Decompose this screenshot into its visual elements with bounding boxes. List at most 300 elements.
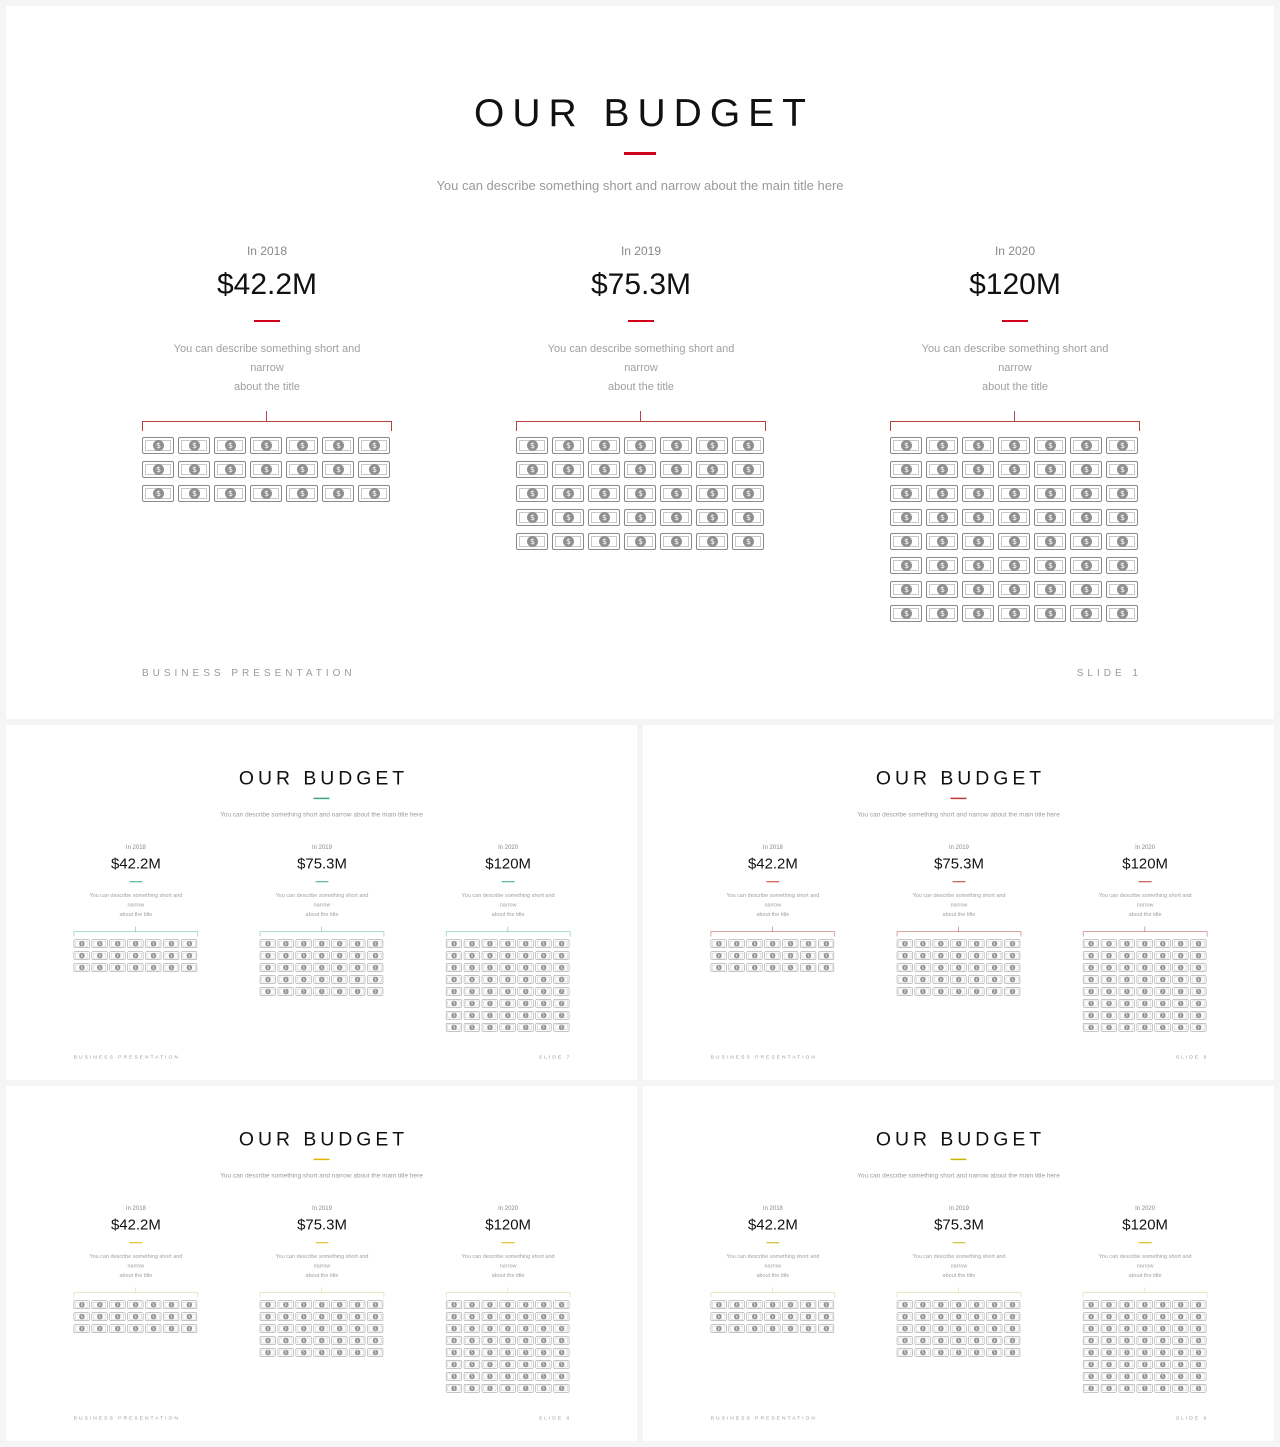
money-bill-icon: [518, 1324, 534, 1332]
money-bill-icon: [1004, 963, 1020, 971]
budget-description-line: You can describe something short and narrow: [275, 892, 369, 909]
dollar-coin-icon: $: [488, 965, 492, 970]
money-bill-icon: [181, 1312, 197, 1320]
money-bill-icon: [800, 963, 816, 971]
money-bill-icon: [818, 951, 834, 959]
budget-description-line: You can describe something short and narrow: [1098, 892, 1192, 909]
budget-description: [260, 1252, 384, 1280]
dollar-coin-icon: $: [1011, 977, 1014, 982]
money-bill-icon: [933, 963, 949, 971]
dollar-coin-icon: $: [1089, 1350, 1093, 1355]
money-bill-icon: [296, 963, 312, 971]
money-bill-icon: [482, 1348, 498, 1356]
money-bill-icon: [500, 987, 516, 995]
dollar-coin-icon: $: [671, 512, 682, 523]
budget-year: In 2020: [1135, 843, 1156, 851]
money-bill-icon: [535, 951, 551, 959]
dollar-coin-icon: $: [170, 1314, 173, 1319]
dollar-coin-icon: $: [563, 488, 574, 499]
money-bill-icon: [260, 1312, 276, 1320]
dollar-coin-icon: $: [560, 1350, 563, 1355]
money-bill-icon: [296, 1348, 312, 1356]
dollar-coin-icon: $: [284, 989, 288, 994]
budget-description-line: about the title: [491, 1272, 525, 1279]
dollar-coin-icon: $: [753, 965, 756, 970]
dollar-coin-icon: $: [735, 965, 739, 970]
money-bill-icon: [349, 1348, 365, 1356]
money-bill-icon: [968, 1324, 984, 1332]
money-bill-icon: [1004, 939, 1020, 947]
slide-subtitle: You can describe something short and narrow about the main title here: [220, 1171, 423, 1180]
budget-amount: $120M: [969, 268, 1061, 301]
budget-amount: $75.3M: [297, 1216, 347, 1233]
money-bill-icon: [1172, 987, 1188, 995]
dollar-coin-icon: $: [170, 941, 173, 946]
money-bill-icon: [1106, 605, 1138, 622]
dollar-coin-icon: $: [1179, 1350, 1182, 1355]
dollar-coin-icon: $: [1161, 1326, 1165, 1331]
dollar-coin-icon: $: [356, 1338, 359, 1343]
bracket: [897, 1288, 1021, 1298]
dollar-coin-icon: $: [225, 464, 236, 475]
dollar-coin-icon: $: [284, 941, 288, 946]
money-bill-icon: [178, 485, 210, 502]
dollar-coin-icon: $: [1143, 1025, 1147, 1030]
dollar-coin-icon: $: [707, 440, 718, 451]
dollar-coin-icon: $: [993, 977, 996, 982]
budget-description-line: You can describe something short and narrow: [1098, 1253, 1192, 1270]
money-bill-icon: [729, 963, 745, 971]
money-bill-icon: [1083, 1384, 1099, 1392]
money-bill-icon: [74, 1324, 90, 1332]
bill-grid: [74, 1300, 198, 1332]
money-bill-icon: [1172, 1324, 1188, 1332]
money-bill-icon: [732, 461, 764, 478]
money-bill-icon: [696, 533, 728, 550]
budget-description: [890, 340, 1140, 397]
dollar-coin-icon: $: [98, 965, 102, 970]
money-bill-icon: [446, 1312, 462, 1320]
dollar-coin-icon: $: [488, 977, 492, 982]
money-bill-icon: [1119, 999, 1135, 1007]
dollar-coin-icon: $: [542, 1013, 545, 1018]
money-bill-icon: [296, 939, 312, 947]
money-bill-icon: [110, 1300, 126, 1308]
money-bill-icon: [1083, 999, 1099, 1007]
money-bill-icon: [1172, 1300, 1188, 1308]
money-bill-icon: [986, 1336, 1002, 1344]
slide-number: SLIDE 1: [1076, 668, 1142, 679]
budget-year: In 2018: [762, 1204, 783, 1212]
money-bill-icon: [926, 581, 958, 598]
money-bill-icon: [588, 437, 620, 454]
dollar-coin-icon: $: [975, 953, 978, 958]
dollar-coin-icon: $: [717, 1302, 721, 1307]
money-bill-icon: [818, 963, 834, 971]
budget-amount: $42.2M: [216, 268, 318, 301]
dollar-coin-icon: $: [1107, 1374, 1111, 1379]
money-bill-icon: [260, 939, 276, 947]
money-bill-icon: [800, 1312, 816, 1320]
dollar-coin-icon: $: [284, 1326, 288, 1331]
dollar-coin-icon: $: [903, 1302, 907, 1307]
money-bill-icon: [1190, 1312, 1206, 1320]
dollar-coin-icon: $: [1107, 1013, 1111, 1018]
money-bill-icon: [331, 963, 347, 971]
money-bill-icon: [1137, 1348, 1153, 1356]
dollar-coin-icon: $: [1045, 536, 1056, 547]
dollar-coin-icon: $: [993, 1350, 996, 1355]
money-bill-icon: [998, 461, 1030, 478]
dollar-coin-icon: $: [1197, 1362, 1200, 1367]
dollar-coin-icon: $: [807, 941, 810, 946]
money-bill-icon: [890, 461, 922, 478]
amount-accent-line: [502, 881, 515, 882]
money-bill-icon: [588, 461, 620, 478]
money-bill-icon: [331, 1348, 347, 1356]
money-bill-icon: [1106, 509, 1138, 526]
dollar-coin-icon: $: [524, 1001, 528, 1006]
money-bill-icon: [1119, 1336, 1135, 1344]
budget-description-line: You can describe something short and narrow: [726, 892, 820, 909]
dollar-coin-icon: $: [152, 941, 155, 946]
money-bill-icon: [446, 1300, 462, 1308]
dollar-coin-icon: $: [753, 941, 756, 946]
dollar-coin-icon: $: [901, 488, 912, 499]
dollar-coin-icon: $: [599, 440, 610, 451]
money-bill-icon: [535, 987, 551, 995]
dollar-coin-icon: $: [1161, 965, 1165, 970]
money-bill-icon: [163, 1312, 179, 1320]
dollar-coin-icon: $: [452, 989, 456, 994]
money-bill-icon: [782, 1324, 798, 1332]
money-bill-icon: [358, 437, 390, 454]
money-bill-icon: [1172, 1312, 1188, 1320]
dollar-coin-icon: $: [524, 965, 528, 970]
money-bill-icon: [349, 951, 365, 959]
money-bill-icon: [1137, 1324, 1153, 1332]
dollar-coin-icon: $: [901, 536, 912, 547]
dollar-coin-icon: $: [1117, 464, 1128, 475]
money-bill-icon: [446, 963, 462, 971]
money-bill-icon: [464, 1324, 480, 1332]
budget-description-line: You can describe something short and narrow: [173, 343, 361, 374]
dollar-coin-icon: $: [524, 1338, 528, 1343]
bill-grid: [897, 1300, 1021, 1356]
dollar-coin-icon: $: [1107, 1338, 1111, 1343]
bill-grid: [1083, 1300, 1207, 1392]
dollar-coin-icon: $: [825, 1302, 828, 1307]
dollar-coin-icon: $: [542, 1326, 545, 1331]
money-bill-icon: [74, 951, 90, 959]
money-bill-icon: [624, 509, 656, 526]
dollar-coin-icon: $: [261, 488, 272, 499]
money-bill-icon: [518, 963, 534, 971]
dollar-coin-icon: $: [1197, 1386, 1200, 1391]
dollar-coin-icon: $: [1045, 560, 1056, 571]
dollar-coin-icon: $: [707, 512, 718, 523]
dollar-coin-icon: $: [374, 1338, 377, 1343]
money-bill-icon: [446, 1384, 462, 1392]
dollar-coin-icon: $: [1107, 1386, 1111, 1391]
money-bill-icon: [314, 1336, 330, 1344]
budget-description-line: You can describe something short and narrow: [921, 343, 1109, 374]
money-bill-icon: [747, 951, 763, 959]
money-bill-icon: [1070, 557, 1102, 574]
dollar-coin-icon: $: [1125, 1025, 1129, 1030]
dollar-coin-icon: $: [1011, 1338, 1014, 1343]
dollar-coin-icon: $: [560, 941, 563, 946]
budget-description-line: about the title: [119, 911, 153, 918]
slide-number: SLIDE 9: [1175, 1054, 1209, 1060]
dollar-coin-icon: $: [735, 1326, 739, 1331]
dollar-coin-icon: $: [1011, 941, 1014, 946]
slide-title: OUR BUDGET: [238, 767, 409, 790]
dollar-coin-icon: $: [1161, 989, 1165, 994]
money-bill-icon: [349, 1336, 365, 1344]
budget-column-2019: [260, 843, 384, 995]
money-bill-icon: [296, 1312, 312, 1320]
money-bill-icon: [518, 1023, 534, 1031]
dollar-coin-icon: $: [1161, 977, 1165, 982]
money-bill-icon: [729, 1324, 745, 1332]
money-bill-icon: [962, 557, 994, 574]
money-bill-icon: [535, 1011, 551, 1019]
money-bill-icon: [1119, 939, 1135, 947]
dollar-coin-icon: $: [937, 440, 948, 451]
money-bill-icon: [518, 1360, 534, 1368]
dollar-coin-icon: $: [1089, 1362, 1093, 1367]
dollar-coin-icon: $: [302, 953, 306, 958]
money-bill-icon: [464, 1300, 480, 1308]
dollar-coin-icon: $: [560, 1314, 563, 1319]
money-bill-icon: [518, 1348, 534, 1356]
dollar-coin-icon: $: [297, 488, 308, 499]
money-bill-icon: [260, 987, 276, 995]
amount-accent-line: [766, 881, 779, 882]
money-bill-icon: [278, 939, 294, 947]
money-bill-icon: [782, 1312, 798, 1320]
dollar-coin-icon: $: [939, 965, 943, 970]
bill-grid: [446, 1300, 570, 1392]
dollar-coin-icon: $: [1107, 965, 1111, 970]
money-bill-icon: [110, 951, 126, 959]
money-bill-icon: [1083, 1360, 1099, 1368]
budget-year: In 2020: [498, 1204, 519, 1212]
dollar-coin-icon: $: [1107, 1314, 1111, 1319]
money-bill-icon: [588, 533, 620, 550]
dollar-coin-icon: $: [338, 965, 341, 970]
dollar-coin-icon: $: [369, 464, 380, 475]
dollar-coin-icon: $: [560, 965, 563, 970]
money-bill-icon: [1172, 1023, 1188, 1031]
money-bill-icon: [535, 963, 551, 971]
dollar-coin-icon: $: [333, 464, 344, 475]
money-bill-icon: [968, 963, 984, 971]
budget-column-2020: [446, 843, 570, 1031]
money-bill-icon: [1119, 1023, 1135, 1031]
bracket: [711, 1288, 835, 1298]
money-bill-icon: [986, 963, 1002, 971]
dollar-coin-icon: $: [560, 1374, 563, 1379]
dollar-coin-icon: $: [470, 1350, 474, 1355]
money-bill-icon: [178, 437, 210, 454]
budget-column-2018: [711, 1204, 835, 1332]
dollar-coin-icon: $: [771, 1302, 774, 1307]
dollar-coin-icon: $: [452, 941, 456, 946]
money-bill-icon: [1034, 437, 1066, 454]
amount-accent-line: [953, 881, 966, 882]
dollar-coin-icon: $: [1161, 1338, 1165, 1343]
budget-description-line: about the title: [1128, 1272, 1162, 1279]
dollar-coin-icon: $: [1089, 1374, 1093, 1379]
money-bill-icon: [1070, 605, 1102, 622]
money-bill-icon: [926, 605, 958, 622]
dollar-coin-icon: $: [1107, 953, 1111, 958]
dollar-coin-icon: $: [134, 1302, 137, 1307]
money-bill-icon: [1101, 1336, 1117, 1344]
money-bill-icon: [464, 1372, 480, 1380]
money-bill-icon: [464, 1023, 480, 1031]
dollar-coin-icon: $: [488, 1386, 492, 1391]
amount-accent-line: [1139, 1242, 1152, 1243]
dollar-coin-icon: $: [452, 1302, 456, 1307]
title-accent-line: [314, 798, 330, 799]
dollar-coin-icon: $: [560, 1025, 563, 1030]
budget-description-line: about the title: [981, 381, 1049, 393]
money-bill-icon: [446, 975, 462, 983]
money-bill-icon: [915, 987, 931, 995]
dollar-coin-icon: $: [1107, 1025, 1111, 1030]
dollar-coin-icon: $: [939, 1314, 943, 1319]
dollar-coin-icon: $: [957, 1302, 961, 1307]
money-bill-icon: [482, 1324, 498, 1332]
dollar-coin-icon: $: [542, 1350, 545, 1355]
money-bill-icon: [553, 1384, 569, 1392]
money-bill-icon: [367, 975, 383, 983]
dollar-coin-icon: $: [993, 1326, 996, 1331]
dollar-coin-icon: $: [266, 1326, 270, 1331]
money-bill-icon: [500, 1336, 516, 1344]
dollar-coin-icon: $: [356, 953, 359, 958]
dollar-coin-icon: $: [1143, 965, 1147, 970]
dollar-coin-icon: $: [1009, 488, 1020, 499]
budget-description-line: You can describe something short and narrow: [461, 892, 555, 909]
dollar-coin-icon: $: [266, 989, 270, 994]
money-bill-icon: [986, 987, 1002, 995]
money-bill-icon: [1004, 1336, 1020, 1344]
money-bill-icon: [1034, 557, 1066, 574]
dollar-coin-icon: $: [98, 1326, 102, 1331]
money-bill-icon: [552, 485, 584, 502]
money-bill-icon: [1172, 975, 1188, 983]
dollar-coin-icon: $: [116, 1326, 119, 1331]
money-bill-icon: [145, 939, 161, 947]
money-bill-icon: [747, 1312, 763, 1320]
money-bill-icon: [764, 939, 780, 947]
money-bill-icon: [897, 1336, 913, 1344]
money-bill-icon: [1083, 939, 1099, 947]
bracket: [711, 927, 835, 937]
dollar-coin-icon: $: [452, 953, 456, 958]
budget-year: In 2019: [949, 1204, 969, 1212]
budget-description-line: You can describe something short and narrow: [89, 892, 183, 909]
money-bill-icon: [260, 975, 276, 983]
dollar-coin-icon: $: [333, 488, 344, 499]
slide-content: [643, 725, 1274, 1080]
money-bill-icon: [142, 485, 174, 502]
money-bill-icon: [500, 1300, 516, 1308]
dollar-coin-icon: $: [1117, 536, 1128, 547]
dollar-coin-icon: $: [707, 464, 718, 475]
money-bill-icon: [1155, 1372, 1171, 1380]
amount-accent-line: [953, 1242, 966, 1243]
money-bill-icon: [296, 1324, 312, 1332]
dollar-coin-icon: $: [937, 560, 948, 571]
money-bill-icon: [696, 437, 728, 454]
money-bill-icon: [1137, 1336, 1153, 1344]
dollar-coin-icon: $: [374, 965, 377, 970]
dollar-coin-icon: $: [527, 536, 538, 547]
dollar-coin-icon: $: [470, 1374, 474, 1379]
budget-description: [711, 891, 835, 919]
money-bill-icon: [711, 951, 727, 959]
dollar-coin-icon: $: [1107, 1350, 1111, 1355]
dollar-coin-icon: $: [470, 1302, 474, 1307]
money-bill-icon: [331, 1336, 347, 1344]
dollar-coin-icon: $: [1125, 1314, 1129, 1319]
dollar-coin-icon: $: [1197, 1326, 1200, 1331]
dollar-coin-icon: $: [1143, 1386, 1147, 1391]
footer-brand: BUSINESS PRESENTATION: [142, 668, 356, 679]
money-bill-icon: [260, 1348, 276, 1356]
dollar-coin-icon: $: [789, 965, 792, 970]
dollar-coin-icon: $: [488, 1302, 492, 1307]
dollar-coin-icon: $: [488, 1338, 492, 1343]
dollar-coin-icon: $: [1143, 1374, 1147, 1379]
dollar-coin-icon: $: [1089, 1013, 1093, 1018]
budget-description: [260, 891, 384, 919]
dollar-coin-icon: $: [1081, 560, 1092, 571]
money-bill-icon: [482, 951, 498, 959]
budget-description-line: You can describe something short and narrow: [89, 1253, 183, 1270]
dollar-coin-icon: $: [266, 1338, 270, 1343]
dollar-coin-icon: $: [993, 953, 996, 958]
money-bill-icon: [92, 951, 108, 959]
dollar-coin-icon: $: [903, 1350, 907, 1355]
dollar-coin-icon: $: [1009, 464, 1020, 475]
money-bill-icon: [890, 533, 922, 550]
money-bill-icon: [890, 485, 922, 502]
dollar-coin-icon: $: [939, 1338, 943, 1343]
dollar-coin-icon: $: [1143, 953, 1147, 958]
dollar-coin-icon: $: [937, 584, 948, 595]
dollar-coin-icon: $: [542, 941, 545, 946]
money-bill-icon: [747, 1324, 763, 1332]
dollar-coin-icon: $: [957, 941, 961, 946]
budget-year: In 2018: [246, 244, 288, 258]
budget-amount: $120M: [1122, 1216, 1168, 1233]
dollar-coin-icon: $: [524, 989, 528, 994]
money-bill-icon: [314, 1312, 330, 1320]
money-bill-icon: [926, 509, 958, 526]
money-bill-icon: [986, 1300, 1002, 1308]
dollar-coin-icon: $: [374, 1350, 377, 1355]
budget-column-2020: [890, 244, 1140, 622]
money-bill-icon: [278, 951, 294, 959]
title-accent-line: [951, 798, 967, 799]
dollar-coin-icon: $: [1011, 989, 1014, 994]
